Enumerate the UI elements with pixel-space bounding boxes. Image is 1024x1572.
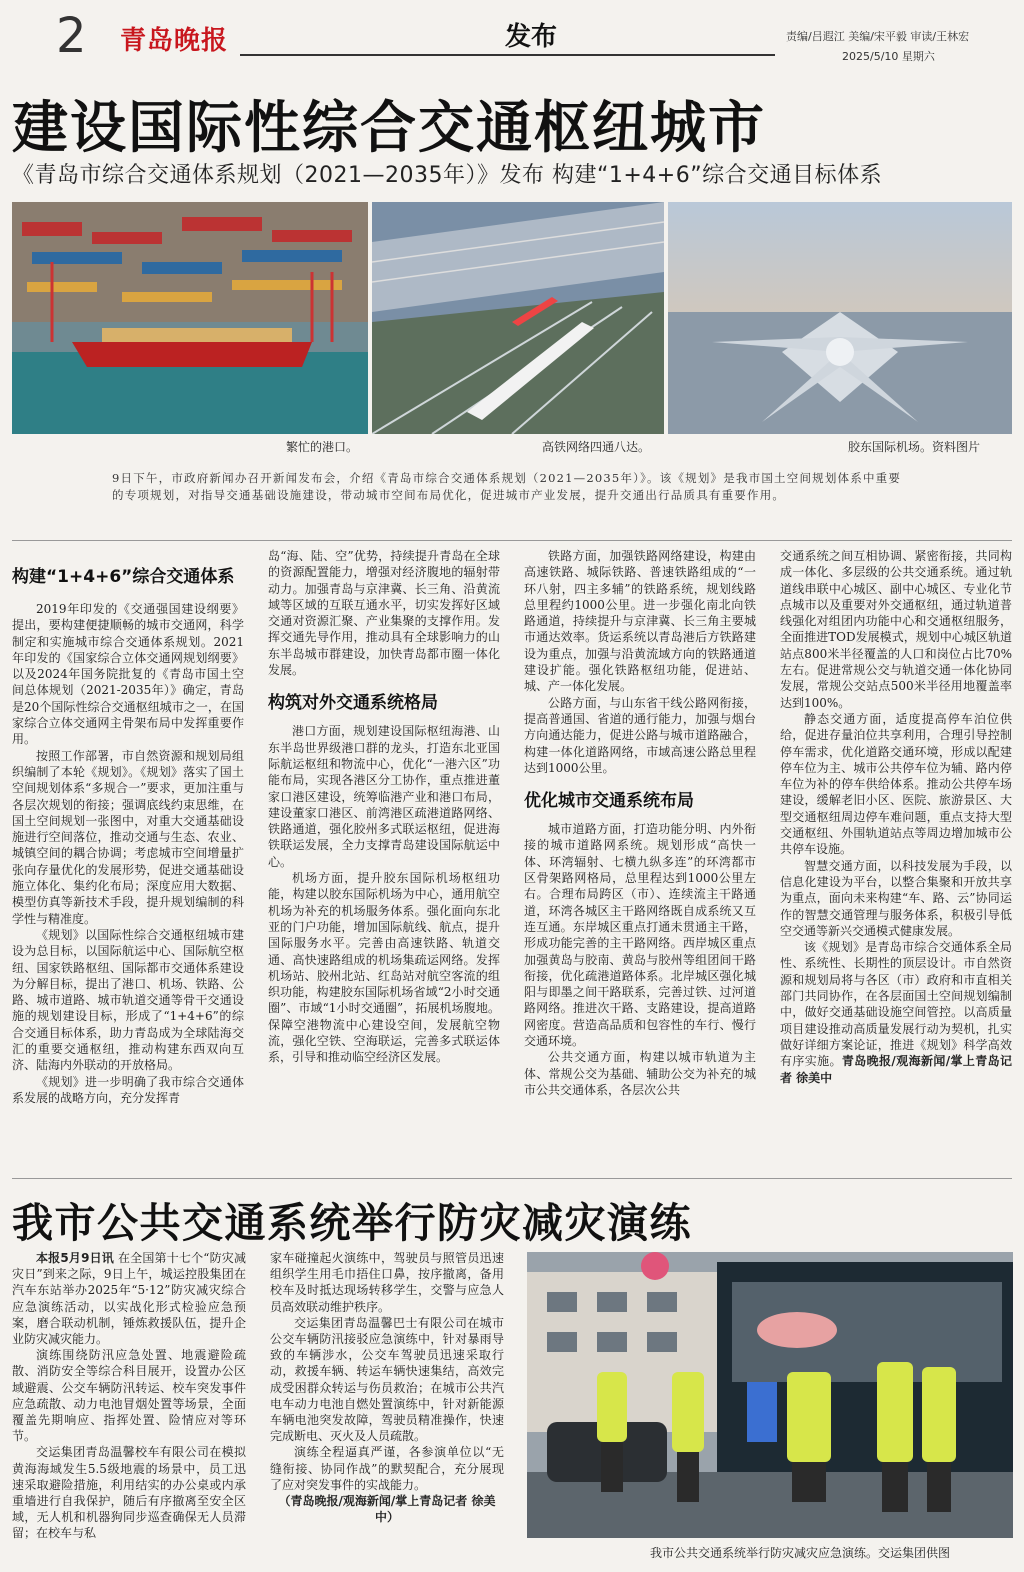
paragraph [12,1250,246,1347]
paragraph: 岛“海、陆、空”优势，持续提升青岛在全球的资源配置能力，增强对经济腹地的辐射带动力。加强青岛与京津冀、长三角、沿黄流域等区域的互联互通水平，切实发挥好区域交通对资源汇聚、产业集聚的支撑作用。发挥交通先导作用，推动具有全球影响力的山东半岛城市群建设，加快青岛都市圈一体化发展。 [268,549,500,678]
drill-photo-caption: 我市公共交通系统举行防灾减灾应急演练。交运集团供图 [650,1546,951,1560]
paragraph-text: 该《规划》是青岛市综合交通体系全局性、系统性、长期性的顶层设计。市自然资源和规划局将与各区（市）政府和市直相关部门共同协作，在各层面国土空间规划编制中，做好交通基础设施空间管控。以高质量项目建设推动高质量发展行动为契机，扎实做好详细方案论证，推进《规划》科学高效有序实施。 [780,940,1012,1069]
paragraph: 演练围绕防汛应急处置、地震避险疏散、消防安全等综合科目展开，设置办公区域避震、公交车辆防汛转运、校车突发事件应急疏散、动力电池冒烟处置等场景，全面覆盖先期响应、指挥处置、险情应对等环节。 [12,1348,246,1444]
page-number: 2 [56,8,87,64]
paragraph: 交运集团青岛温馨巴士有限公司在城市公交车辆防汛接驳应急演练中，针对暴雨导致的车辆涉水，公交车驾驶员迅速采取行动，救援车辆、转运车辆快速集结，高效完成受困群众转运与伤员救治；在城市公共汽电车动力电池自燃处置演练中，针对新能源车辆电池突发故障，驾驶员精准操作，快速完成断电、灭火及人员疏散。 [270,1315,504,1444]
paragraph: 按照工作部署，市自然资源和规划局组织编制了本轮《规划》。《规划》落实了国土空间规划体系“多规合一”要求，更加注重与各层次规划的衔接；强调底线约束思维，在国土空间规划一张图中，对重大交通基础设施进行空间落位，推动交通与生态、农业、城镇空间的耦合协调；考虑城市空间增量扩张向存量优化的发展形势，促进交通基础设施立体化、集约化布局；深度应用大数据、模型仿真等新技术手段，提升规划编制的科学性与精准度。 [12,748,244,926]
article-divider [12,1178,1012,1179]
masthead-rule [240,54,775,56]
dateline: 本报5月9日讯 [36,1251,114,1265]
article2-column-2 [270,1250,504,1568]
paragraph: 公共交通方面，构建以城市轨道为主体、常规公交为基础、辅助公交为补充的城市公共交通体系，各层次公共 [524,1050,756,1097]
article1-subheadline: 《青岛市综合交通体系规划（2021—2035年）》发布 构建“1+4+6”综合交通目标体系 [12,163,883,188]
paragraph: 静态交通方面，适度提高停车泊位供给，促进存量泊位共享利用，合理引导控制停车需求，优化道路交通环境，形成以配建停车位为主、城市公共停车位为辅、路内停车位为补的停车供给体系。推动公共停车场建设，缓解老旧小区、医院、旅游景区、大型交通枢纽周边停车难问题，重点支持大型交通枢纽、外围轨道站点等周边增加城市公共停车设施。 [780,711,1012,857]
paragraph: 公路方面，与山东省干线公路网衔接，提高普通国、省道的通行能力，加强与烟台方向通达能力，促进公路与城市道路融合，构建一体化道路网络，市域高速公路总里程达到1000公里。 [524,695,756,775]
paragraph-text: 在全国第十七个“防灾减灾日”到来之际，9日上午，城运控股集团在汽车东站举办2025年“5·12”防灾减灾综合应急演练活动，以实战化形式检验应急预案，磨合联动机制，锤炼救援队伍，提升企业防灾减灾能力。 [12,1251,246,1347]
paragraph: 铁路方面，加强铁路网络建设，构建由高速铁路、城际铁路、普速铁路组成的“一环八射，四主多辅”的铁路系统，规划线路总里程约1000公里。进一步强化南北向铁路通道，持续提升与京津冀、长三角主要城市通达效率。货运系统以青岛港后方铁路建设为重点，加强与沿黄流域方向的铁路通道建设扩能。强化铁路枢纽功能，促进站、城、产一体化发展。 [524,549,756,694]
paragraph: 演练全程逼真严谨，各参演单位以“无缝衔接、协同作战”的默契配合，充分展现了应对突发事件的实战能力。 [270,1445,504,1492]
paragraph: 城市道路方面，打造功能分明、内外衔接的城市道路网系统。规划形成“高快一体、环湾辐射、七横九纵多连”的环湾都市区骨架路网格局，总里程达到1000公里左右。合理布局跨区（市）、连续流主干路通道，环湾各城区主干路网络既自成系统又互连互通。东岸城区重点打通未贯通主干路，形成功能完善的主干路网络。西岸城区重点加强黄岛与胶南、黄岛与胶州等组团间干路衔接，优化疏港道路体系。北岸城区强化城阳与即墨之间干路联系，完善过铁、过河道路网络。推进次干路、支路建设，提高道路网密度。营造高品质和包容性的车行、慢行交通环境。 [524,822,756,1049]
section-title: 发布 [505,22,558,52]
railway-photo [372,202,664,434]
editors-line: 责编/吕遐江 美编/宋平毅 审读/王林宏 [786,30,970,43]
photo-caption-airport: 胶东国际机场。资料图片 [848,440,981,454]
paragraph [780,939,1012,1086]
paragraph: 机场方面，提升胶东国际机场枢纽功能，构建以胶东国际机场为中心，通用航空机场为补充的机场服务体系。强化面向东北亚的门户功能，增加国际航线、航点，提升国际服务水平。完善由高速铁路、轨道交通、高快速路组成的机场集疏运网络。发挥机场站、胶州北站、红岛站对航空客流的组织功能，构建胶东国际机场省域“2小时交通圈”、市域“1小时交通圈”，拓展机场腹地。保障空港物流中心建设空间，发展航空物流，强化空铁、空海联运，完善多式联运体系，引导和推动临空经济区发展。 [268,871,500,1065]
article1-byline: 青岛晚报/观海新闻/掌上青岛记者 徐美中 [780,1054,1012,1085]
masthead [0,0,1024,72]
paragraph: 《规划》以国际性综合交通枢纽城市建设为总目标，以国际航运中心、国际航空枢纽、国家铁路枢纽、国际都市交通体系建设为分解目标，提出了港口、机场、铁路、公路、城市道路、城市轨道交通等骨干交通设施的规划建设目标，形成了“1+4+6”的综合交通目标体系，助力青岛成为全球陆海交汇的重要交通枢纽，推动构建东西双向互济、陆海内外联动的开放格局。 [12,927,244,1073]
section-heading-2: 构筑对外交通系统格局 [268,693,438,714]
intro-rule [12,540,1012,541]
article1-column-2 [268,548,500,1168]
issue-date: 2025/5/10 星期六 [842,50,935,63]
article2-column-1 [12,1250,246,1568]
section-heading-3: 优化城市交通系统布局 [524,791,694,812]
paper-logo: 青岛晚报 [120,26,229,56]
paragraph: 家车碰撞起火演练中，驾驶员与照管员迅速组织学生用毛巾捂住口鼻，按序撤离，备用校车及时抵达现场转移学生，交警与应急人员高效联动维护秩序。 [270,1251,504,1314]
article2-byline: （青岛晚报/观海新闻/掌上青岛记者 徐美中） [278,1494,496,1525]
paragraph: 智慧交通方面，以科技发展为手段，以信息化建设为平台，以整合集聚和开放共享为重点，面向未来构建“车、路、云”协同运作的智慧交通管理与服务体系，积极引导低空交通等新兴交通模式健康发展。 [780,858,1012,938]
paragraph: 交运集团青岛温馨校车有限公司在模拟黄海海域发生5.5级地震的场景中，员工迅速采取避险措施，利用结实的办公桌或内承重墙进行自我保护，随后有序撤离至安全区域，无人机和机器狗同步巡查确保无人员滞留；在校车与私 [12,1445,246,1541]
port-photo [12,202,368,434]
article2-headline: 我市公共交通系统举行防灾减灾演练 [12,1199,692,1247]
paragraph: 2019年印发的《交通强国建设纲要》提出，要构建便捷顺畅的城市交通网，科学制定和实施城市综合交通体系规划。2021年印发的《国家综合立体交通网规划纲要》以及2024年国务院批复的《青岛市国土空间总体规划（2021-2035年）》确定，青岛是20个国际性综合交通枢纽城市之一，在国家综合立体交通网主骨架布局中发挥重要作用。 [12,602,244,747]
article1-headline: 建设国际性综合交通枢纽城市 [12,96,766,161]
paragraph: 港口方面，规划建设国际枢纽海港、山东半岛世界级港口群的龙头，打造东北亚国际航运枢纽和物流中心，优化“一港六区”功能布局，实现各港区分工协作，重点推进董家口港区建设，统筹临港产业和港口布局，建设董家口港区、前湾港区疏港道路网络、铁路通道，强化胶州多式联运枢纽，促进海铁联运发展，全力支撑青岛建设国际航运中心。 [268,724,500,869]
section-heading-1: 构建“1+4+6”综合交通体系 [12,567,235,587]
article1-column-1 [12,548,244,1168]
photo-caption-port: 繁忙的港口。 [286,440,359,454]
article1-column-3 [524,548,756,1168]
photo-caption-railway: 高铁网络四通八达。 [542,440,651,454]
article1-intro: 9日下午，市政府新闻办召开新闻发布会，介绍《青岛市综合交通体系规划（2021—2035年）》。该《规划》是我市国土空间规划体系中重要的专项规划，对指导交通基础设施建设，带动城市空间布局优化，促进城市产业发展，提升交通出行品质具有重要作用。 [112,471,902,502]
article1-column-4 [780,548,1012,1168]
drill-photo [527,1252,1013,1538]
paragraph: 交通系统之间互相协调、紧密衔接，共同构成一体化、多层级的公共交通系统。通过轨道线串联中心城区、副中心城区、专业化节点城市以及重要对外交通枢纽，通过轨道普线强化对组团内功能中心和交通枢纽服务，全面推进TOD发展模式，规划中心城区轨道站点800米半径覆盖的人口和岗位占比70%左右。促进常规公交与轨道交通一体化协同发展，常规公交站点500米半径用地覆盖率达到100%。 [780,549,1012,710]
airport-photo [668,202,1012,434]
paragraph: 《规划》进一步明确了我市综合交通体系发展的战略方向，充分发挥青 [12,1074,244,1105]
